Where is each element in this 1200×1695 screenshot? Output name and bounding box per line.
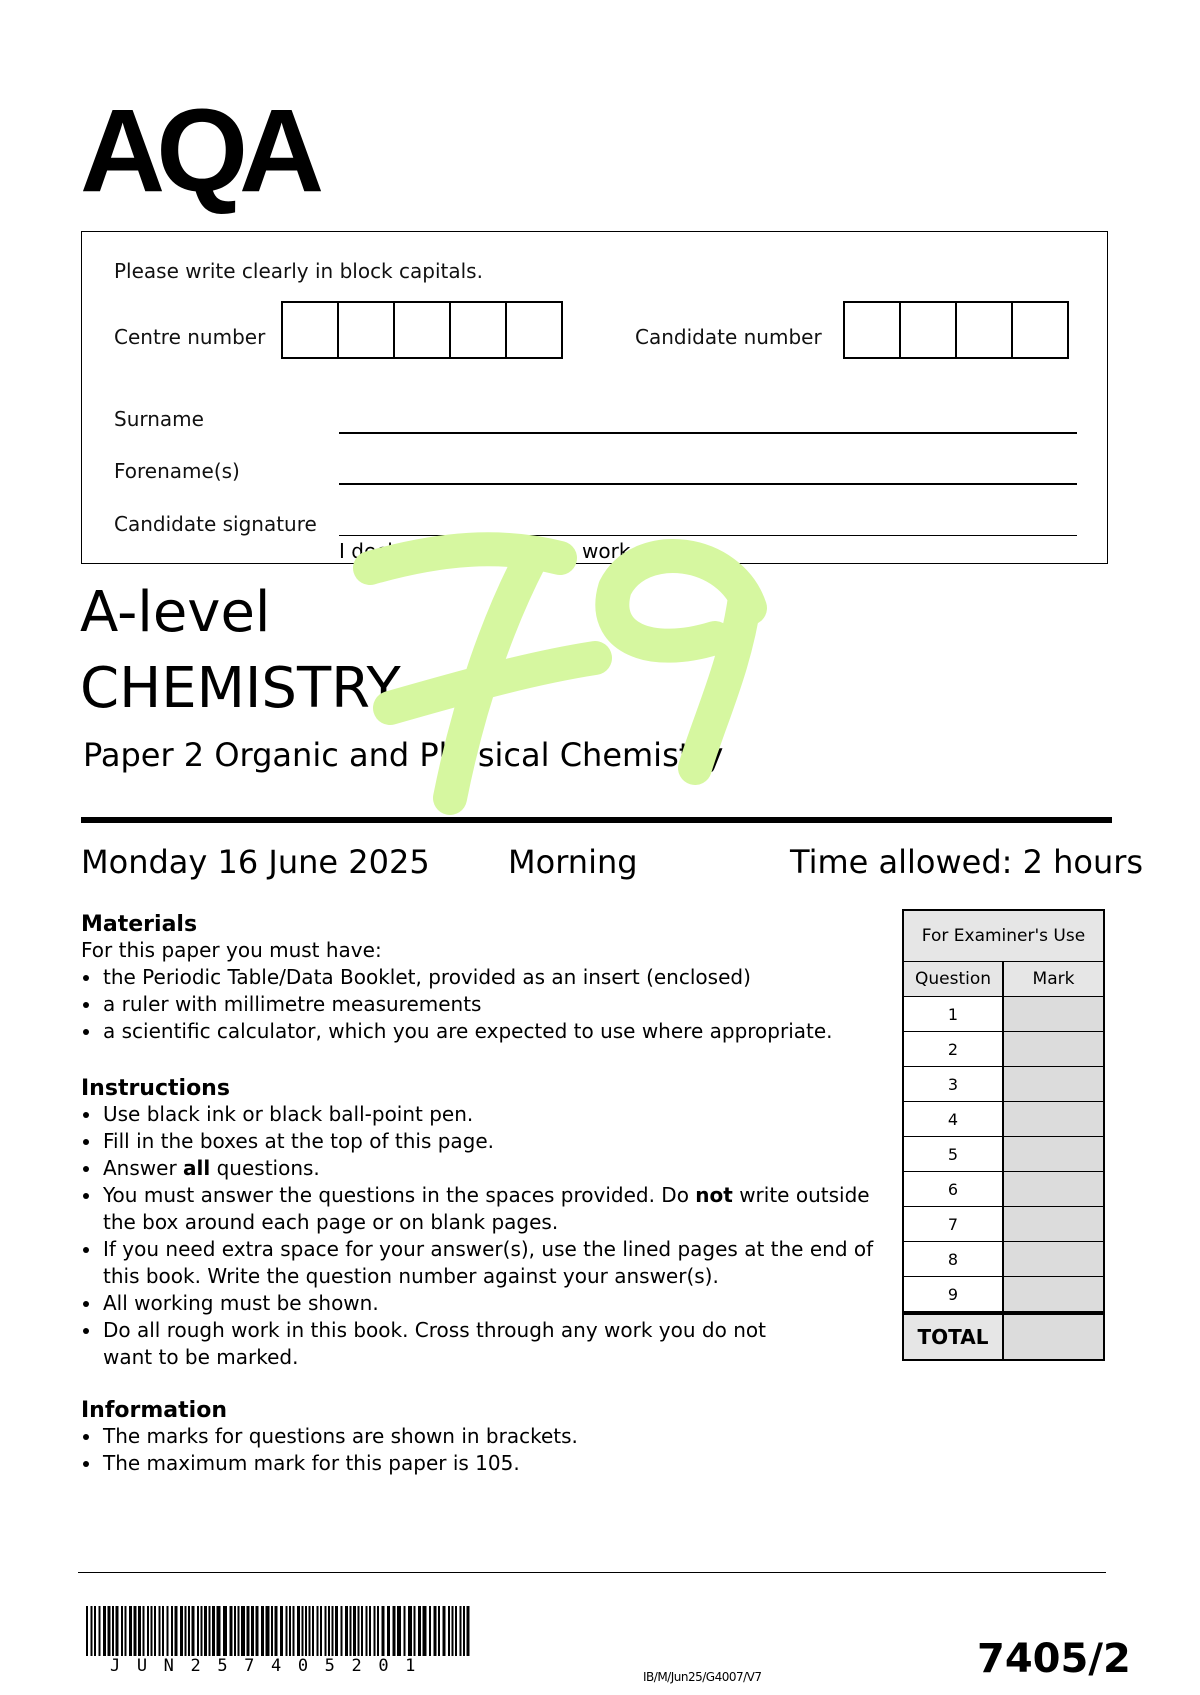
- question-number: 5: [904, 1137, 1004, 1171]
- mark-cell[interactable]: [1004, 1242, 1103, 1276]
- barcode-bar: [103, 1606, 106, 1656]
- mark-cell[interactable]: [1004, 1032, 1103, 1066]
- question-number: 2: [904, 1032, 1004, 1066]
- list-item: a scientific calculator, which you are expected to use where appropriate.: [81, 1018, 881, 1045]
- footer-reference: IB/M/Jun25/G4007/V7: [643, 1670, 762, 1684]
- list-item: Use black ink or black ball-point pen.: [81, 1101, 881, 1128]
- candidate-number-label: Candidate number: [635, 325, 822, 349]
- barcode-bar: [94, 1606, 96, 1656]
- barcode-bar: [374, 1606, 376, 1656]
- mark-cell[interactable]: [1004, 1067, 1103, 1101]
- barcode-bar: [197, 1606, 199, 1656]
- barcode-bar: [275, 1606, 278, 1656]
- barcode-bar: [147, 1606, 149, 1656]
- candidate-digit-box[interactable]: [1011, 301, 1069, 359]
- barcode-bar: [212, 1606, 215, 1656]
- time-allowed: Time allowed: 2 hours: [790, 843, 1144, 881]
- total-label: TOTAL: [904, 1315, 1004, 1359]
- seven-cross-stroke: [390, 658, 595, 708]
- list-item: Fill in the boxes at the top of this page.: [81, 1128, 881, 1155]
- barcode-bar: [86, 1606, 88, 1656]
- mark-cell[interactable]: [1004, 1137, 1103, 1171]
- mark-cell[interactable]: [1004, 1207, 1103, 1241]
- barcode-bar: [353, 1606, 356, 1656]
- barcode-bar: [223, 1606, 227, 1656]
- table-row: [904, 1102, 1103, 1137]
- mark-cell[interactable]: [1004, 1277, 1103, 1311]
- table-row: [904, 1067, 1103, 1102]
- title-divider: [81, 817, 1112, 823]
- materials-section: [81, 912, 881, 1045]
- barcode-bar: [271, 1606, 273, 1656]
- mark-column-header: Mark: [1004, 962, 1103, 996]
- forenames-line[interactable]: [339, 483, 1077, 485]
- barcode-bar: [341, 1606, 343, 1656]
- forenames-label: Forename(s): [114, 459, 240, 483]
- barcode-bar: [369, 1606, 371, 1656]
- barcode-bar: [418, 1606, 421, 1656]
- declaration-text: I declare this is my own work.: [339, 539, 637, 563]
- list-item: The maximum mark for this paper is 105.: [81, 1450, 881, 1477]
- mark-cell[interactable]: [1004, 1172, 1103, 1206]
- materials-heading: Materials: [81, 912, 198, 937]
- barcode-bar: [328, 1606, 330, 1656]
- exam-date: Monday 16 June 2025: [81, 843, 430, 881]
- barcode-bar: [125, 1606, 127, 1656]
- aqa-logo: AQA: [80, 85, 316, 217]
- barcode-bar: [448, 1606, 450, 1656]
- block-capitals-instruction: Please write clearly in block capitals.: [114, 259, 483, 283]
- examiner-table-header: [904, 962, 1103, 997]
- barcode-bar: [377, 1606, 379, 1656]
- barcode-bar: [443, 1606, 446, 1656]
- barcode: [86, 1606, 471, 1656]
- total-row: [904, 1312, 1103, 1359]
- barcode-bar: [317, 1606, 319, 1656]
- barcode-bar: [143, 1606, 145, 1656]
- barcode-text: JUN257405201: [110, 1656, 433, 1676]
- barcode-bar: [91, 1606, 93, 1656]
- centre-digit-box[interactable]: [449, 301, 507, 359]
- barcode-bar: [345, 1606, 348, 1656]
- barcode-bar: [434, 1606, 437, 1656]
- barcode-bar: [138, 1606, 141, 1656]
- barcode-bar: [429, 1606, 431, 1656]
- barcode-bar: [192, 1606, 195, 1656]
- barcode-bar: [397, 1606, 401, 1656]
- barcode-bar: [112, 1606, 114, 1656]
- surname-line[interactable]: [339, 432, 1077, 434]
- barcode-bar: [167, 1606, 169, 1656]
- barcode-bar: [297, 1606, 300, 1656]
- materials-intro: For this paper you must have:: [81, 938, 382, 962]
- mark-cell[interactable]: [1004, 1102, 1103, 1136]
- barcode-bar: [217, 1606, 221, 1656]
- list-item: The marks for questions are shown in brackets.: [81, 1423, 881, 1450]
- barcode-bar: [188, 1606, 190, 1656]
- barcode-bar: [414, 1606, 416, 1656]
- question-number: 7: [904, 1207, 1004, 1241]
- centre-digit-box[interactable]: [393, 301, 451, 359]
- information-heading: Information: [81, 1398, 227, 1423]
- barcode-bar: [154, 1606, 156, 1656]
- candidate-digit-box[interactable]: [955, 301, 1013, 359]
- barcode-bar: [241, 1606, 245, 1656]
- barcode-bar: [151, 1606, 153, 1656]
- question-number: 4: [904, 1102, 1004, 1136]
- barcode-bar: [320, 1606, 322, 1656]
- table-row: [904, 1242, 1103, 1277]
- materials-list: [81, 964, 881, 1045]
- barcode-bar: [309, 1606, 311, 1656]
- centre-digit-box[interactable]: [505, 301, 563, 359]
- barcode-bar: [455, 1606, 457, 1656]
- candidate-digit-box[interactable]: [843, 301, 901, 359]
- paper-title: Paper 2 Organic and Physical Chemistry: [83, 736, 724, 774]
- information-section: [81, 1398, 881, 1477]
- question-number: 3: [904, 1067, 1004, 1101]
- barcode-bar: [382, 1606, 385, 1656]
- list-item: a ruler with millimetre measurements: [81, 991, 881, 1018]
- barcode-bar: [201, 1606, 203, 1656]
- barcode-bar: [325, 1606, 327, 1656]
- barcode-bar: [180, 1606, 183, 1656]
- barcode-bar: [99, 1606, 101, 1656]
- barcode-bar: [332, 1606, 334, 1656]
- total-mark-cell[interactable]: [1004, 1315, 1103, 1359]
- barcode-bar: [305, 1606, 307, 1656]
- barcode-bar: [116, 1606, 119, 1656]
- list-item: the Periodic Table/Data Booklet, provided as an insert (enclosed): [81, 964, 881, 991]
- question-number: 1: [904, 997, 1004, 1031]
- barcode-bar: [129, 1606, 132, 1656]
- list-item: If you need extra space for your answer(s), use the lined pages at the end of this book. Write the question number against your answer(s).: [81, 1236, 881, 1290]
- handwritten-score-mark: [350, 528, 800, 828]
- barcode-bar: [393, 1606, 396, 1656]
- barcode-bar: [266, 1606, 270, 1656]
- barcode-bar: [171, 1606, 173, 1656]
- barcode-bar: [209, 1606, 211, 1656]
- barcode-bar: [452, 1606, 454, 1656]
- signature-label: Candidate signature: [114, 512, 317, 536]
- barcode-bar: [293, 1606, 295, 1656]
- instructions-section: [81, 1076, 881, 1371]
- barcode-bar: [256, 1606, 259, 1656]
- barcode-bar: [280, 1606, 283, 1656]
- centre-digit-box[interactable]: [337, 301, 395, 359]
- barcode-bar: [463, 1606, 465, 1656]
- barcode-bar: [238, 1606, 240, 1656]
- footer-divider: [78, 1572, 1106, 1573]
- barcode-bar: [467, 1606, 470, 1656]
- barcode-bar: [286, 1606, 288, 1656]
- examiner-table-title: For Examiner's Use: [904, 911, 1103, 962]
- question-column-header: Question: [904, 962, 1004, 996]
- list-item: Do all rough work in this book. Cross through any work you do not want to be marked.: [81, 1317, 881, 1371]
- barcode-bar: [361, 1606, 363, 1656]
- barcode-bar: [251, 1606, 254, 1656]
- barcode-bar: [358, 1606, 360, 1656]
- barcode-bar: [185, 1606, 187, 1656]
- list-item: All working must be shown.: [81, 1290, 881, 1317]
- exam-session: Morning: [508, 843, 638, 881]
- barcode-bar: [289, 1606, 291, 1656]
- candidate-number-boxes: [843, 301, 1069, 359]
- table-row: [904, 1277, 1103, 1312]
- surname-label: Surname: [114, 407, 204, 431]
- barcode-bar: [261, 1606, 264, 1656]
- table-row: [904, 997, 1103, 1032]
- barcode-bar: [162, 1606, 164, 1656]
- question-number: 8: [904, 1242, 1004, 1276]
- table-row: [904, 1172, 1103, 1207]
- barcode-bar: [108, 1606, 111, 1656]
- table-row: [904, 1032, 1103, 1067]
- centre-digit-box[interactable]: [281, 301, 339, 359]
- barcode-bar: [159, 1606, 161, 1656]
- barcode-bar: [438, 1606, 440, 1656]
- barcode-bar: [387, 1606, 390, 1656]
- centre-number-boxes: [281, 301, 563, 359]
- barcode-bar: [175, 1606, 178, 1656]
- barcode-bar: [204, 1606, 207, 1656]
- subject-title: CHEMISTRY: [80, 656, 401, 721]
- barcode-bar: [404, 1606, 406, 1656]
- barcode-bar: [460, 1606, 462, 1656]
- table-row: [904, 1137, 1103, 1172]
- candidate-digit-box[interactable]: [899, 301, 957, 359]
- paper-code: 7405/2: [977, 1636, 1131, 1682]
- barcode-bar: [312, 1606, 314, 1656]
- mark-cell[interactable]: [1004, 997, 1103, 1031]
- list-item: You must answer the questions in the spaces provided. Do not write outside the box around each page or on blank pages.: [81, 1182, 881, 1236]
- barcode-bar: [247, 1606, 250, 1656]
- barcode-bar: [134, 1606, 137, 1656]
- barcode-bar: [423, 1606, 427, 1656]
- barcode-bar: [366, 1606, 368, 1656]
- centre-number-label: Centre number: [114, 325, 266, 349]
- qualification-level: A-level: [80, 580, 271, 645]
- table-row: [904, 1207, 1103, 1242]
- barcode-bar: [408, 1606, 412, 1656]
- barcode-bar: [121, 1606, 123, 1656]
- barcode-bar: [335, 1606, 338, 1656]
- instructions-heading: Instructions: [81, 1076, 230, 1101]
- question-number: 9: [904, 1277, 1004, 1311]
- information-list: [81, 1423, 881, 1477]
- question-number: 6: [904, 1172, 1004, 1206]
- instructions-list: [81, 1101, 881, 1371]
- barcode-bar: [230, 1606, 233, 1656]
- barcode-bar: [302, 1606, 304, 1656]
- highlighter-strokes: [370, 549, 750, 798]
- barcode-bar: [234, 1606, 236, 1656]
- examiner-use-table: [902, 909, 1105, 1361]
- list-item: Answer all questions.: [81, 1155, 881, 1182]
- barcode-bar: [350, 1606, 352, 1656]
